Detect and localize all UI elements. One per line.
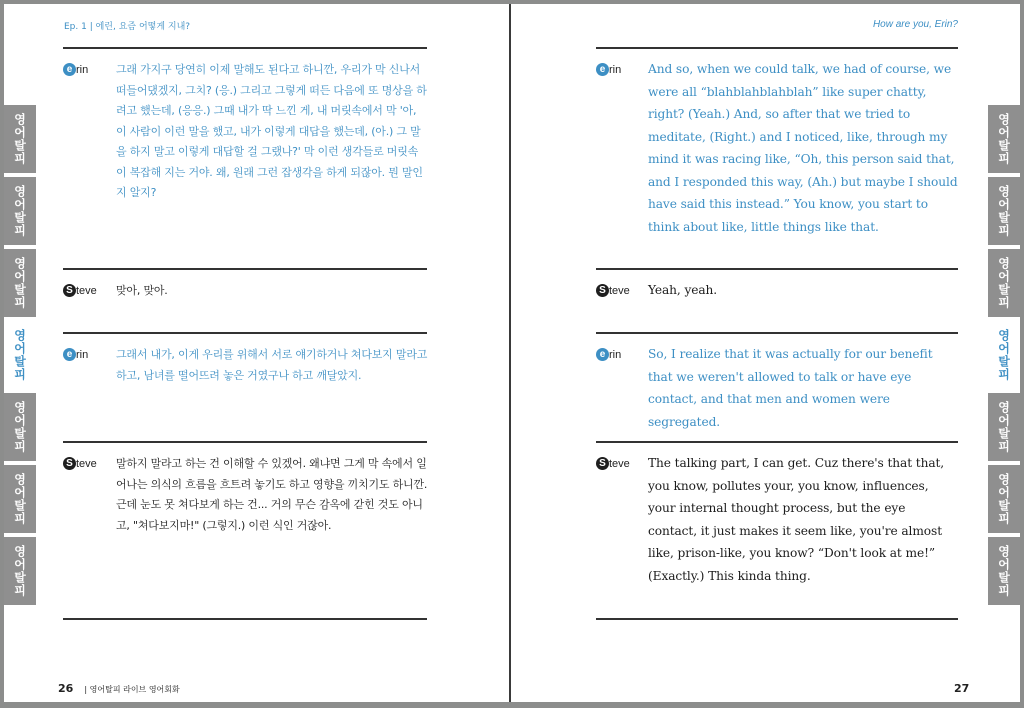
dialogue-text: 맞아, 맞아. <box>116 284 168 297</box>
speaker-label-steve <box>63 457 97 470</box>
side-tab-label: 영어탈피 <box>12 401 27 453</box>
speaker-label-steve <box>596 457 630 470</box>
book-title: | 영어탈피 라이브 영어회화 <box>84 685 180 694</box>
speaker-label-erin <box>596 348 621 361</box>
side-tab-label: 영어탈피 <box>12 473 27 525</box>
side-tab[interactable] <box>988 249 1020 317</box>
speaker-initial-badge: e <box>596 348 609 361</box>
dialogue-text: So, I realize that it was actually for our benefit that we weren't allowed to talk or have eye contact, and that men and women were segregated. <box>648 347 933 429</box>
divider-rule <box>596 47 958 49</box>
side-tab[interactable] <box>4 249 36 317</box>
side-tab-label: 영어탈피 <box>996 113 1011 165</box>
speaker-initial-badge: e <box>63 348 76 361</box>
side-tab[interactable] <box>988 465 1020 533</box>
dialogue-text: 그래 가지구 당연히 이제 말해도 된다고 하니깐, 우리가 막 신나서 떠들어댔겠지, 그치? (응.) 그리고 그렇게 떠든 다음에 또 명상을 하려고 했는데, (응응.) 그때 내가 딱 느낀 게, 내 머릿속에서 막 '아, 이 사람이 이런 말을 했고, 내가 이렇게 대답을 했는데, (아.) 그 말을 하지 말고 이렇게 대답할 걸 그랬나?' 막 이런 생각들로 머릿속이 복잡해 지는 거야. 왜, 원래 그런 잡생각을 하게 되잖아. 뭔 말인지 알지? <box>116 63 427 199</box>
side-tab-label: 영어탈피 <box>12 545 27 597</box>
speaker-initial-badge: S <box>63 284 76 297</box>
page-number: 26 <box>58 682 74 695</box>
speaker-label-steve <box>596 284 630 297</box>
divider-rule <box>63 268 427 270</box>
speaker-label-erin <box>63 348 88 361</box>
dialogue-text: And so, when we could talk, we had of course, we were all “blahblahblahblah” like super chatty, right? (Yeah.) And, so after that we tried to meditate, (Right.) and I noticed, like, through my mind it was racing like, “Oh, this person said that, and I responded this way, (Ah.) but maybe I should have said this instead.” You know, you start to think about like, little things like that. <box>648 62 958 234</box>
side-tab-label: 영어탈피 <box>12 185 27 237</box>
speaker-name: rin <box>609 348 622 361</box>
side-tab-label: 영어탈피 <box>996 473 1011 525</box>
divider-rule <box>596 268 958 270</box>
left-footer <box>58 677 180 696</box>
side-tab[interactable] <box>988 105 1020 173</box>
divider-rule <box>63 441 427 443</box>
side-tab-label: 영어탈피 <box>12 329 27 381</box>
speaker-label-steve <box>63 284 97 297</box>
side-tab-label: 영어탈피 <box>12 113 27 165</box>
episode-header: Ep. 1 | 에린, 요즘 어떻게 지내? <box>64 22 191 32</box>
side-tab[interactable] <box>4 465 36 533</box>
divider-rule <box>63 618 427 620</box>
speaker-label-erin <box>63 63 88 76</box>
side-tab[interactable] <box>988 177 1020 245</box>
side-tab-label: 영어탈피 <box>996 185 1011 237</box>
left-page <box>4 4 509 702</box>
side-tab-label: 영어탈피 <box>996 545 1011 597</box>
speaker-name: teve <box>609 284 630 297</box>
speaker-initial-badge: e <box>596 63 609 76</box>
dialogue-text: Yeah, yeah. <box>648 283 718 297</box>
speaker-initial-badge: S <box>596 284 609 297</box>
speaker-name: teve <box>76 284 97 297</box>
divider-rule <box>596 441 958 443</box>
dialogue-text: 말하지 말라고 하는 건 이해할 수 있겠어. 왜냐면 그게 막 속에서 일어나는 의식의 흐름을 흐트려 놓기도 하고 영향을 끼치기도 하니깐. 근데 눈도 못 쳐다보게 하는 건... 거의 무슨 감옥에 갇힌 것도 아니고, "쳐다보지마!" (그렇지.) 이런 식인 거잖아. <box>116 457 428 532</box>
side-tab[interactable] <box>4 537 36 605</box>
side-tab[interactable] <box>988 393 1020 461</box>
page-number: 27 <box>954 682 970 695</box>
divider-rule <box>596 618 958 620</box>
dialogue-text: The talking part, I can get. Cuz there's that that, you know, pollutes your, you know, influences, your internal thought process, but the eye contact, it just makes it seem like, you're almost like, prison-like, you know? “Don't look at me!” (Exactly.) This kinda thing. <box>648 456 945 583</box>
speaker-initial-badge: S <box>596 457 609 470</box>
divider-rule <box>63 47 427 49</box>
episode-header-english: How are you, Erin? <box>872 19 958 30</box>
right-page <box>511 4 1020 702</box>
speaker-initial-badge: S <box>63 457 76 470</box>
speaker-name: teve <box>76 457 97 470</box>
side-tab[interactable] <box>4 393 36 461</box>
speaker-name: rin <box>76 348 89 361</box>
side-tab-active[interactable] <box>4 321 36 389</box>
dialogue-text: 그래서 내가, 이게 우리를 위해서 서로 얘기하거나 쳐다보지 말라고 하고, 남녀를 떨어뜨려 놓은 거였구나 하고 깨달았지. <box>116 348 428 382</box>
side-tab-label: 영어탈피 <box>996 329 1011 381</box>
side-tab[interactable] <box>4 177 36 245</box>
side-tab[interactable] <box>988 537 1020 605</box>
speaker-name: teve <box>609 457 630 470</box>
side-tab-active[interactable] <box>988 321 1020 389</box>
side-tab-label: 영어탈피 <box>12 257 27 309</box>
side-tab-label: 영어탈피 <box>996 257 1011 309</box>
right-footer <box>954 677 969 696</box>
speaker-label-erin <box>596 63 621 76</box>
speaker-name: rin <box>76 63 89 76</box>
speaker-initial-badge: e <box>63 63 76 76</box>
divider-rule <box>596 332 958 334</box>
side-tab-label: 영어탈피 <box>996 401 1011 453</box>
side-tab[interactable] <box>4 105 36 173</box>
divider-rule <box>63 332 427 334</box>
speaker-name: rin <box>609 63 622 76</box>
